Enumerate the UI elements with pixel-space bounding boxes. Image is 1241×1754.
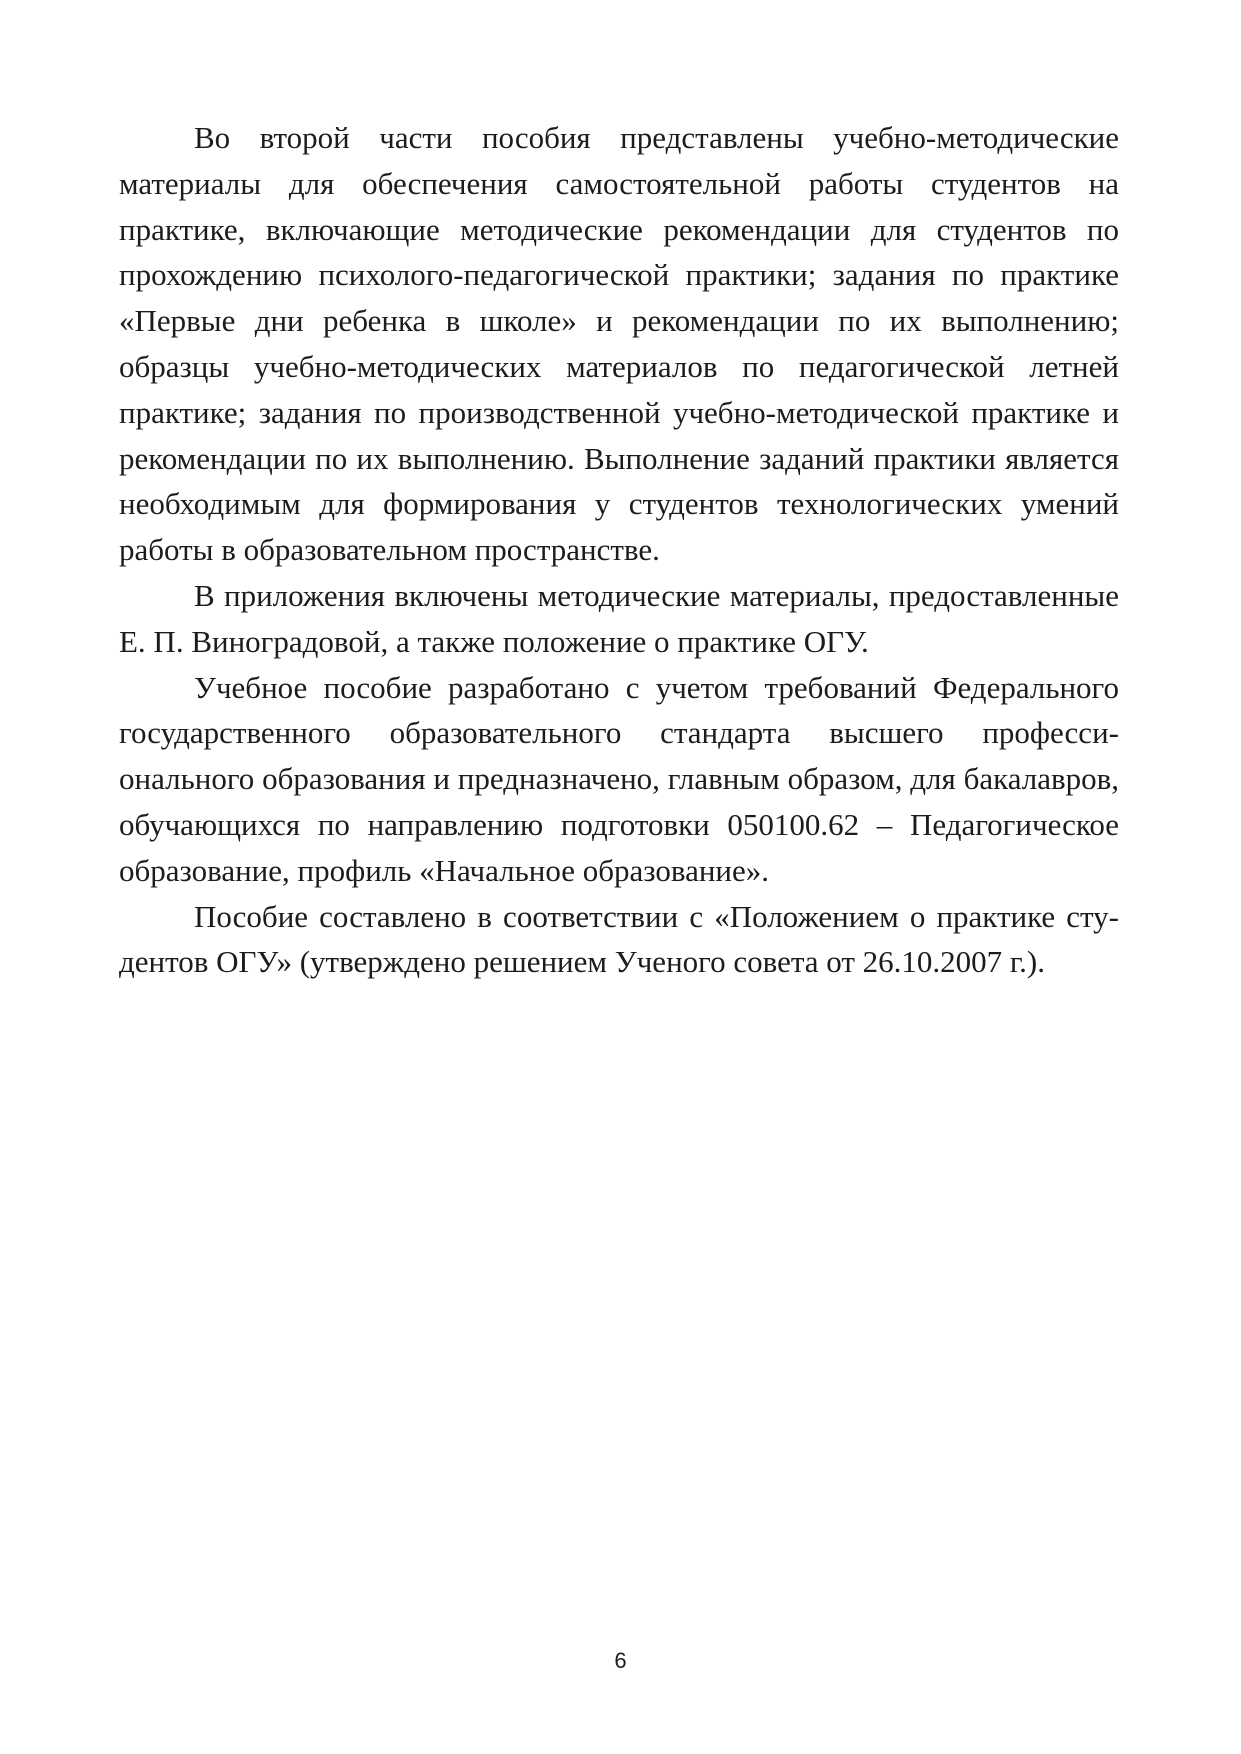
paragraph-appendices: В приложения включены методические материалы, предоставленные Е. П. Виноградовой, а также положение о практике ОГУ.: [119, 577, 1119, 659]
paragraph-standard: Учебное пособие разработано с учетом требований Федерального государственного образовательного стандарта высшего профессионального образования и предназначено, главным образом, для бакалавров, обучающихся по направлению подготовки 050100.62 – Педагогическое образование, профиль «Начальное образование».: [119, 669, 1119, 888]
paragraph-practice-materials: Во второй части пособия представлены учебно-методические материалы для обеспечения самостоятельной работы студентов на практике, включающие методические рекомендации для студентов по прохождению психолого-педагогической практики; задания по практике «Первые дни ребенка в школе» и рекомендации по их выполнению; образцы учебно-методических материалов по педагогической летней практике; задания по производственной учебно-методической практике и рекомендации по их выполнению. Выполнение заданий практики является необходимым для формирования у студентов технологических умений работы в образовательном пространстве.: [119, 120, 1119, 568]
paragraph-regulation: Пособие составлено в соответствии с «Положением о практике студентов ОГУ» (утверждено решением Ученого совета от 26.10.2007 г.).: [119, 898, 1119, 980]
page-number: 6: [614, 1648, 627, 1673]
body-text: [119, 115, 1119, 985]
